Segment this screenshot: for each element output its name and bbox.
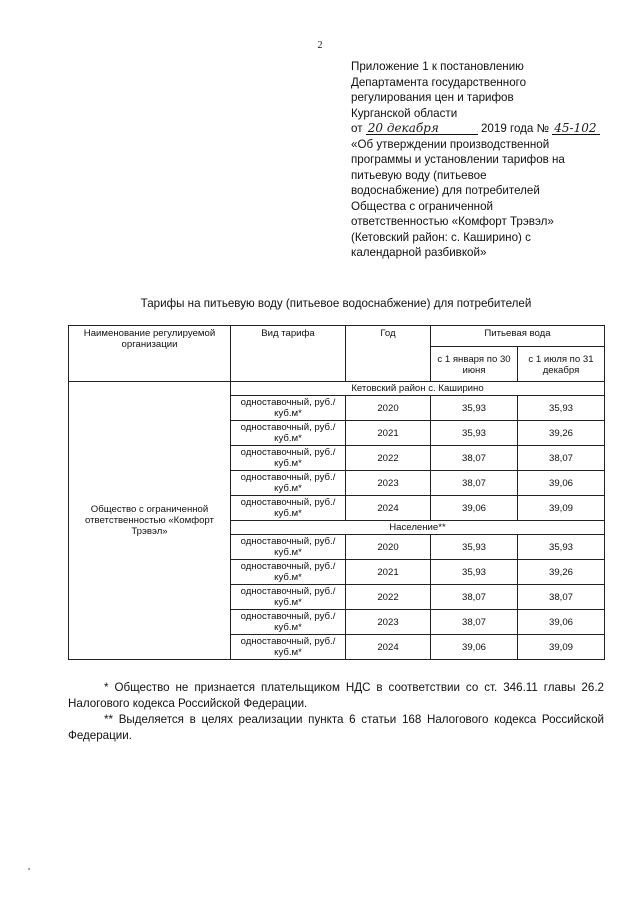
first-half-value-cell: 38,07 — [431, 446, 518, 471]
tariff-type-cell: одноставочный, руб./куб.м* — [231, 560, 346, 585]
table-section-row — [69, 382, 605, 396]
second-half-value-cell: 38,07 — [518, 585, 605, 610]
tariff-type-cell: одноставочный, руб./куб.м* — [231, 396, 346, 421]
second-half-value-cell: 39,26 — [518, 560, 605, 585]
resolution-title-line: «Об утверждении производственной — [351, 137, 550, 151]
first-half-value-cell: 39,06 — [431, 496, 518, 521]
year-cell: 2023 — [346, 471, 431, 496]
first-half-value-cell: 38,07 — [431, 585, 518, 610]
tariff-type-cell: одноставочный, руб./куб.м* — [231, 471, 346, 496]
table-title: Тарифы на питьевую воду (питьевое водоснабжение) для потребителей — [140, 297, 532, 310]
handwritten-date: 20 декабря — [366, 122, 478, 135]
first-half-value-cell: 39,06 — [431, 635, 518, 660]
header-year: Год — [346, 326, 431, 382]
table-header-row — [69, 326, 605, 347]
tariffs-table — [68, 325, 605, 660]
second-half-value-cell: 39,26 — [518, 421, 605, 446]
date-prefix: от — [351, 122, 363, 135]
first-half-value-cell: 38,07 — [431, 610, 518, 635]
resolution-title-line: питьевую воду (питьевое — [351, 168, 487, 182]
resolution-title-line: календарной разбивкой» — [351, 246, 487, 259]
resolution-title-line: Общества с ограниченной — [351, 199, 494, 213]
tariff-type-cell: одноставочный, руб./куб.м* — [231, 585, 346, 610]
organization-name-cell: Общество с ограниченной ответственностью «Комфорт Трэвэл» — [69, 382, 231, 660]
section-title-cell: Кетовский район с. Каширино — [231, 382, 605, 396]
header-drinking-water: Питьевая вода — [431, 326, 605, 347]
year-cell: 2022 — [346, 585, 431, 610]
year-cell: 2023 — [346, 610, 431, 635]
year-cell: 2024 — [346, 496, 431, 521]
section-title-cell: Население** — [231, 521, 605, 535]
resolution-title-line: (Кетовский район: с. Каширино) с — [351, 230, 531, 244]
appendix-header — [351, 59, 621, 261]
page-number: 2 — [317, 40, 323, 51]
second-half-value-cell: 35,93 — [518, 396, 605, 421]
year-cell: 2020 — [346, 535, 431, 560]
footnote: * Общество не признается плательщиком НДС в соответствии со ст. 346.11 главы 26.2 Налогового кодекса Российской Федерации. — [68, 681, 604, 710]
header-tariff-type: Вид тарифа — [231, 326, 346, 382]
first-half-value-cell: 38,07 — [431, 471, 518, 496]
appendix-line: Курганской области — [351, 106, 458, 120]
first-half-value-cell: 35,93 — [431, 535, 518, 560]
header-organization: Наименование регулируемой организации — [69, 326, 231, 382]
first-half-value-cell: 35,93 — [431, 560, 518, 585]
tariff-type-cell: одноставочный, руб./куб.м* — [231, 421, 346, 446]
year-cell: 2021 — [346, 560, 431, 585]
tariff-type-cell: одноставочный, руб./куб.м* — [231, 496, 346, 521]
tariff-type-cell: одноставочный, руб./куб.м* — [231, 535, 346, 560]
first-half-value-cell: 35,93 — [431, 396, 518, 421]
header-period-first-half: с 1 января по 30 июня — [431, 347, 518, 382]
first-half-value-cell: 35,93 — [431, 421, 518, 446]
year-cell: 2022 — [346, 446, 431, 471]
second-half-value-cell: 39,06 — [518, 471, 605, 496]
tariff-type-cell: одноставочный, руб./куб.м* — [231, 610, 346, 635]
tariff-type-cell: одноставочный, руб./куб.м* — [231, 635, 346, 660]
year-cell: 2024 — [346, 635, 431, 660]
tariff-type-cell: одноставочный, руб./куб.м* — [231, 446, 346, 471]
second-half-value-cell: 39,09 — [518, 496, 605, 521]
footnotes — [68, 680, 604, 744]
second-half-value-cell: 39,06 — [518, 610, 605, 635]
resolution-date-line — [351, 121, 621, 137]
second-half-value-cell: 39,09 — [518, 635, 605, 660]
handwritten-number: 45-102 — [552, 122, 600, 135]
appendix-line: Приложение 1 к постановлению — [351, 60, 524, 73]
appendix-line: Департамента государственного — [351, 75, 527, 89]
appendix-line: регулирования цен и тарифов — [351, 91, 514, 104]
resolution-title-line: водоснабжение) для потребителей — [351, 184, 540, 197]
second-half-value-cell: 38,07 — [518, 446, 605, 471]
scan-mark — [28, 868, 30, 870]
year-cell: 2021 — [346, 421, 431, 446]
resolution-title-line: ответственностью «Комфорт Трэвэл» — [351, 215, 554, 228]
second-half-value-cell: 35,93 — [518, 535, 605, 560]
resolution-title-line: программы и установлении тарифов на — [351, 153, 565, 166]
year-cell: 2020 — [346, 396, 431, 421]
year-text: 2019 года № — [480, 122, 550, 135]
header-period-second-half: с 1 июля по 31 декабря — [518, 347, 605, 382]
footnote: ** Выделяется в целях реализации пункта 6 статьи 168 Налогового кодекса Российской Федерации. — [68, 713, 604, 742]
